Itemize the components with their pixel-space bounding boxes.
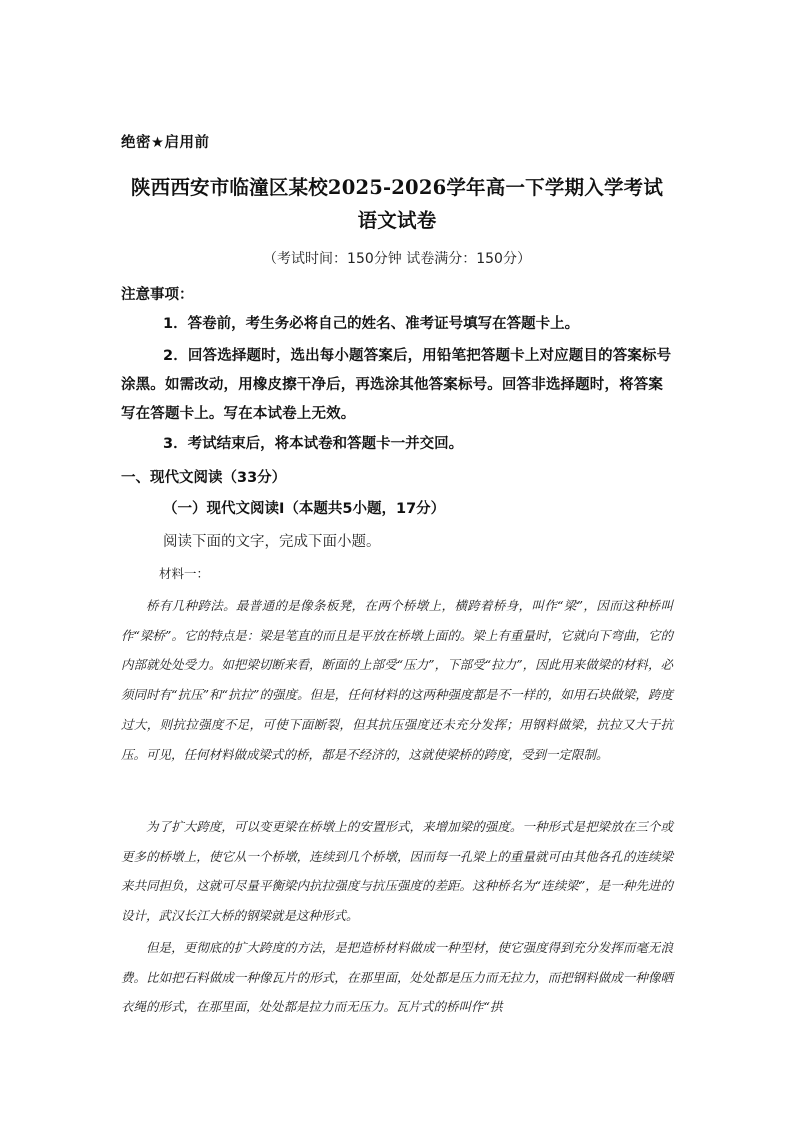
material-label: 材料一：	[159, 566, 210, 581]
subsection-heading: （一）现代文阅读Ⅰ（本题共5小题，17分）	[163, 501, 446, 517]
passage-paragraph-2: 为了扩大跨度，可以变更梁在桥墩上的安置形式，来增加梁的强度。一种形式是把梁放在三个或更多的桥墩上，使它从一个桥墩，连续到几个桥墩，因而每一孔梁上的重量就可由其他各孔的连续梁来共同担负，这就可尽量平衡梁内抗拉强度与抗压强度的差距。这种桥名为“连续梁”，是一种先进的设计，武汉长江大桥的钢梁就是这种形式。	[121, 819, 673, 924]
section-heading: 一、现代文阅读（33分）	[121, 470, 287, 486]
exam-title-line2: 语文试卷	[357, 209, 437, 232]
notice-item-2: 2．回答选择题时，选出每小题答案后，用铅笔把答题卡上对应题目的答案标号涂黑。如需改动，用橡皮擦干净后，再选涂其他答案标号。回答非选择题时，将答案写在答题卡上。写在本试卷上无效。	[121, 348, 672, 422]
reading-instruction: 阅读下面的文字，完成下面小题。	[163, 534, 381, 550]
exam-time-and-score: （考试时间：150分钟 试卷满分：150分）	[263, 251, 531, 267]
notice-item-3: 3．考试结束后，将本试卷和答题卡一并交回。	[163, 436, 464, 452]
notice-item-1: 1．答卷前，考生务必将自己的姓名、准考证号填写在答题卡上。	[163, 316, 580, 332]
confidential-label: 绝密★启用前	[121, 135, 210, 151]
passage-paragraph-3: 但是，更彻底的扩大跨度的方法，是把造桥材料做成一种型材，使它强度得到充分发挥而毫无浪费。比如把石料做成一种像瓦片的形式，在那里面，处处都是压力而无拉力，而把钢料做成一种像晒衣绳的形式，在那里面，处处都是拉力而无压力。瓦片式的桥叫作“拱	[121, 940, 673, 1015]
exam-title-line1: 陕西西安市临潼区某校2025-2026学年高一下学期入学考试	[130, 176, 664, 199]
passage-paragraph-1: 桥有几种跨法。最普通的是像条板凳，在两个桥墩上，横跨着桥身，叫作“梁”，因而这种桥叫作“梁桥”。它的特点是：梁是笔直的而且是平放在桥墩上面的。梁上有重量时，它就向下弯曲，它的内部就处处受力。如把梁切断来看，断面的上部受“压力”，下部受“拉力”，因此用来做梁的材料，必须同时有“抗压”和“抗拉”的强度。但是，任何材料的这两种强度都是不一样的，如用石块做梁，跨度过大，则抗拉强度不足，可使下面断裂，但其抗压强度还未充分发挥；用钢料做梁，抗拉又大于抗压。可见，任何材料做成梁式的桥，都是不经济的，这就使梁桥的跨度，受到一定限制。	[121, 598, 673, 762]
notice-title: 注意事项：	[121, 287, 194, 303]
